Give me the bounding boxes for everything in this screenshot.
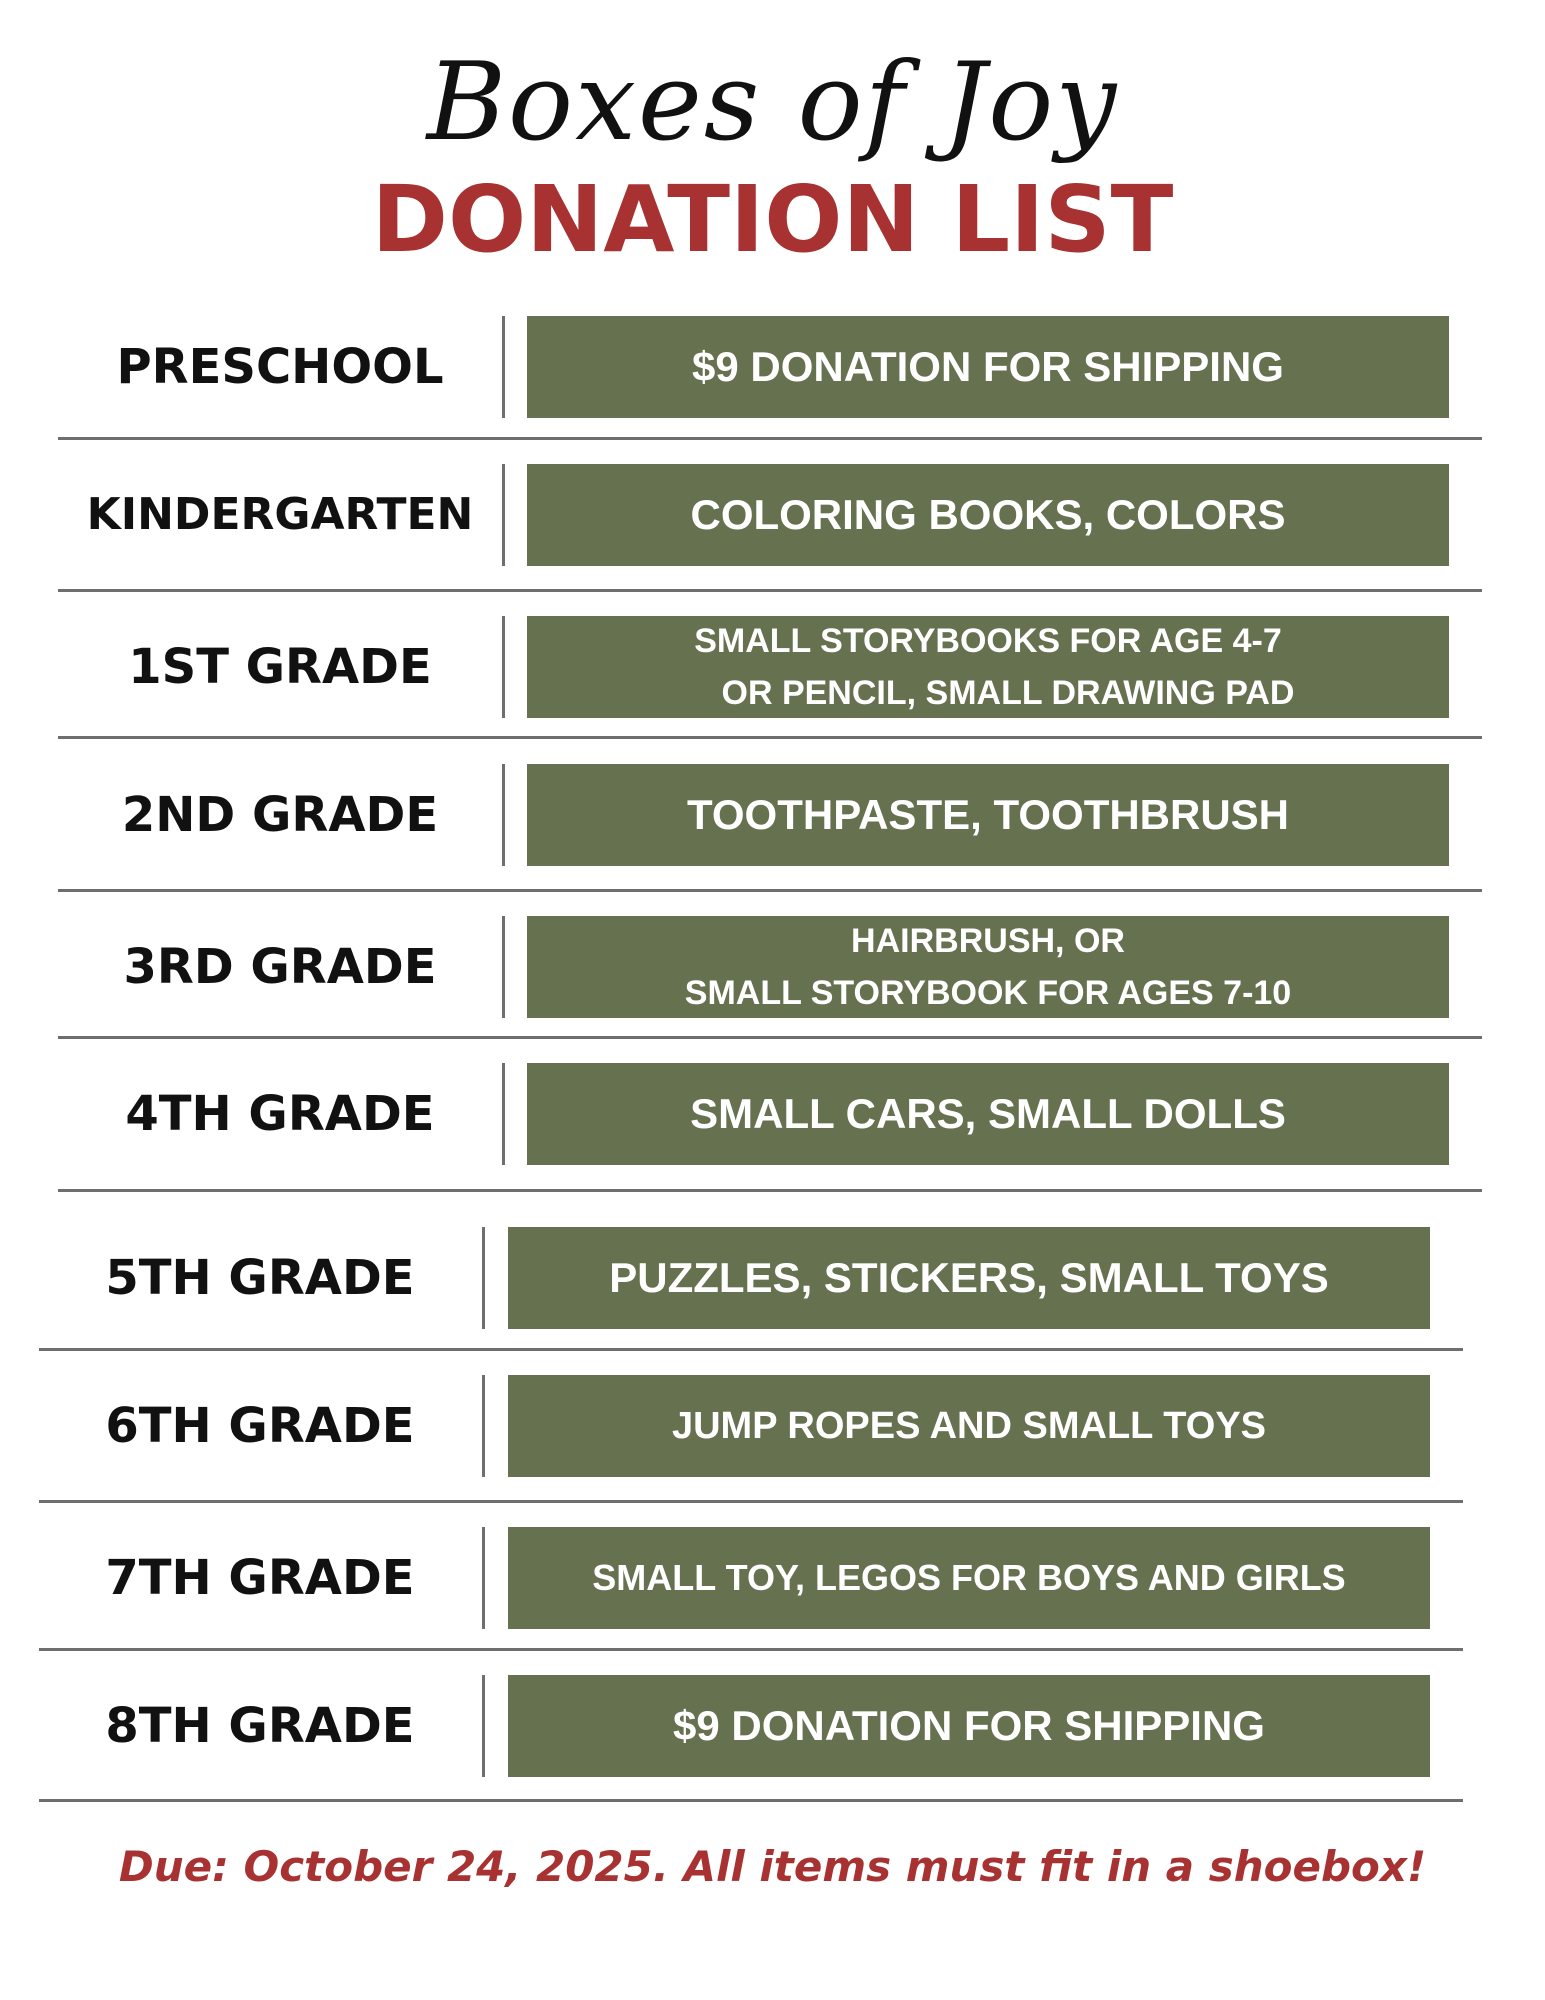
item-text: COLORING BOOKS, COLORS — [690, 491, 1286, 538]
list-item — [0, 1527, 1545, 1629]
item-text: OR PENCIL, SMALL DRAWING PAD — [721, 674, 1295, 712]
divider — [502, 764, 505, 866]
grade-label: 1ST GRADE — [128, 639, 432, 695]
item-text: SMALL STORYBOOKS FOR AGE 4-7 — [694, 622, 1282, 660]
divider — [502, 916, 505, 1018]
list-item — [0, 616, 1545, 718]
list-item — [0, 1063, 1545, 1165]
script-title: Boxes of Joy — [426, 40, 1119, 165]
divider — [502, 316, 505, 418]
grade-label: 3RD GRADE — [123, 939, 437, 995]
list-item — [0, 316, 1545, 418]
divider — [58, 736, 1482, 739]
grade-label: 2ND GRADE — [121, 787, 439, 843]
item-box — [508, 1227, 1430, 1329]
item-text: $9 DONATION FOR SHIPPING — [673, 1702, 1265, 1749]
divider — [39, 1500, 1463, 1503]
divider — [502, 1063, 505, 1165]
page-title: DONATION LIST — [371, 166, 1174, 273]
grade-label: PRESCHOOL — [116, 339, 444, 395]
item-text: SMALL TOY, LEGOS FOR BOYS AND GIRLS — [592, 1557, 1346, 1598]
list-item — [0, 1375, 1545, 1477]
item-box — [527, 764, 1449, 866]
grade-label: 6TH GRADE — [105, 1398, 415, 1454]
list-item — [0, 1227, 1545, 1329]
divider — [39, 1648, 1463, 1651]
divider — [39, 1799, 1463, 1802]
divider — [482, 1375, 485, 1477]
item-box — [508, 1675, 1430, 1777]
divider — [482, 1227, 485, 1329]
item-box — [527, 464, 1449, 566]
grade-label: 8TH GRADE — [105, 1698, 415, 1754]
divider — [502, 616, 505, 718]
item-text: TOOTHPASTE, TOOTHBRUSH — [686, 791, 1290, 838]
header — [0, 0, 1545, 280]
divider — [482, 1675, 485, 1777]
grade-label: 7TH GRADE — [105, 1550, 415, 1606]
divider — [39, 1348, 1463, 1351]
grade-label: KINDERGARTEN — [86, 489, 474, 540]
divider — [482, 1527, 485, 1629]
list-item — [0, 1675, 1545, 1777]
item-text: PUZZLES, STICKERS, SMALL TOYS — [609, 1254, 1329, 1301]
divider — [58, 437, 1482, 440]
divider — [58, 589, 1482, 592]
item-text: HAIRBRUSH, OR — [851, 922, 1125, 960]
list-item — [0, 764, 1545, 866]
grade-label: 5TH GRADE — [105, 1250, 415, 1306]
list-item — [0, 464, 1545, 566]
item-box — [527, 316, 1449, 418]
item-text: SMALL STORYBOOK FOR AGES 7-10 — [684, 974, 1292, 1012]
item-box — [527, 616, 1449, 718]
divider — [502, 464, 505, 566]
item-box — [527, 1063, 1449, 1165]
due-date-note: Due: October 24, 2025. All items must fit in a shoebox! — [118, 1842, 1427, 1891]
divider — [58, 889, 1482, 892]
list-item — [0, 916, 1545, 1018]
item-text: $9 DONATION FOR SHIPPING — [692, 343, 1284, 390]
grade-label: 4TH GRADE — [125, 1086, 435, 1142]
divider — [58, 1189, 1482, 1192]
divider — [58, 1036, 1482, 1039]
item-text: SMALL CARS, SMALL DOLLS — [690, 1090, 1286, 1137]
item-box — [527, 916, 1449, 1018]
item-text: JUMP ROPES AND SMALL TOYS — [671, 1404, 1267, 1447]
item-box — [508, 1527, 1430, 1629]
item-box — [508, 1375, 1430, 1477]
